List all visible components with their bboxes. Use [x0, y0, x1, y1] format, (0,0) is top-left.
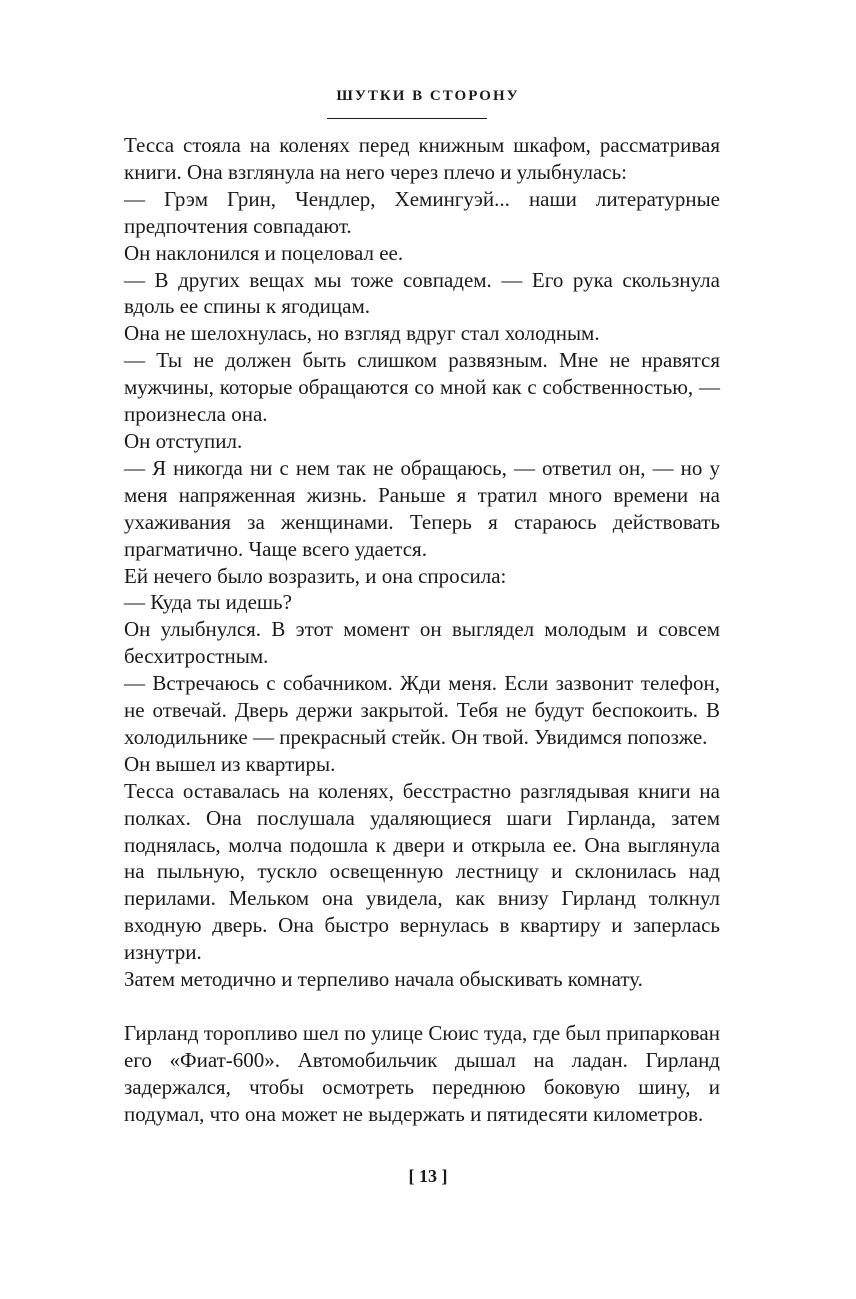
paragraph: Гирланд торопливо шел по улице Сюис туда, где был припаркован его «Фиат-600». Автомобильчик дышал на ладан. Гирланд задержался, чтобы осмотреть переднюю боковую шину, и подумал, что она может не выдержать и пятидесяти километров.	[124, 1020, 720, 1126]
paragraph: Ей нечего было возразить, и она спросила:	[124, 563, 507, 588]
paragraph: Затем методично и терпеливо начала обыскивать комнату.	[124, 967, 643, 992]
paragraph: Тесса оставалась на коленях, бесстрастно разглядывая книги на полках. Она послушала удаляющиеся шаги Гирланда, затем поднялась, молча подошла к двери и открыла ее. Она выглянула на пыльную, тускло освещенную лестницу и склонилась над перилами. Мельком она увидела, как внизу Гирланд толкнул входную дверь. Она быстро вернулась в квартиру и заперлась изнутри.	[124, 778, 720, 965]
paragraph: Он вышел из квартиры.	[124, 751, 336, 776]
paragraph: — Куда ты идешь?	[124, 590, 292, 615]
page-number: [ 13 ]	[408, 1166, 448, 1186]
paragraph: Она не шелохнулась, но взгляд вдруг стал холодным.	[124, 321, 600, 346]
paragraph: Он улыбнулся. В этот момент он выглядел молодым и совсем бесхитростным.	[124, 617, 720, 669]
paragraph: — В других вещах мы тоже совпадем. — Его рука скользнула вдоль ее спины к ягодицам.	[124, 267, 720, 319]
paragraph: Тесса стояла на коленях перед книжным шкафом, рассматривая книги. Она взглянула на него через плечо и улыбнулась:	[124, 133, 720, 184]
running-title: ШУТКИ В СТОРОНУ	[336, 88, 520, 104]
body-text	[124, 132, 720, 1128]
paragraph: — Грэм Грин, Чендлер, Хемингуэй... наши литературные предпочтения совпадают.	[124, 186, 720, 238]
paragraph: — Встречаюсь с собачником. Жди меня. Если зазвонит телефон, не отвечай. Дверь держи закрытой. Тебя не будут беспокоить. В холодильнике — прекрасный стейк. Он твой. Увидимся попозже.	[124, 671, 720, 749]
header-rule	[327, 118, 487, 119]
paragraph: Он наклонился и поцеловал ее.	[124, 240, 404, 265]
paragraph: — Я никогда ни с нем так не обращаюсь, — ответил он, — но у меня напряженная жизнь. Раньше я тратил много времени на ухаживания за женщинами. Теперь я стараюсь действовать прагматично. Чаще всего удается.	[124, 455, 720, 561]
paragraph: Он отступил.	[124, 428, 243, 453]
paragraph: — Ты не должен быть слишком развязным. Мне не нравятся мужчины, которые обращаются со мной как с собственностью, — произнесла она.	[124, 348, 720, 427]
